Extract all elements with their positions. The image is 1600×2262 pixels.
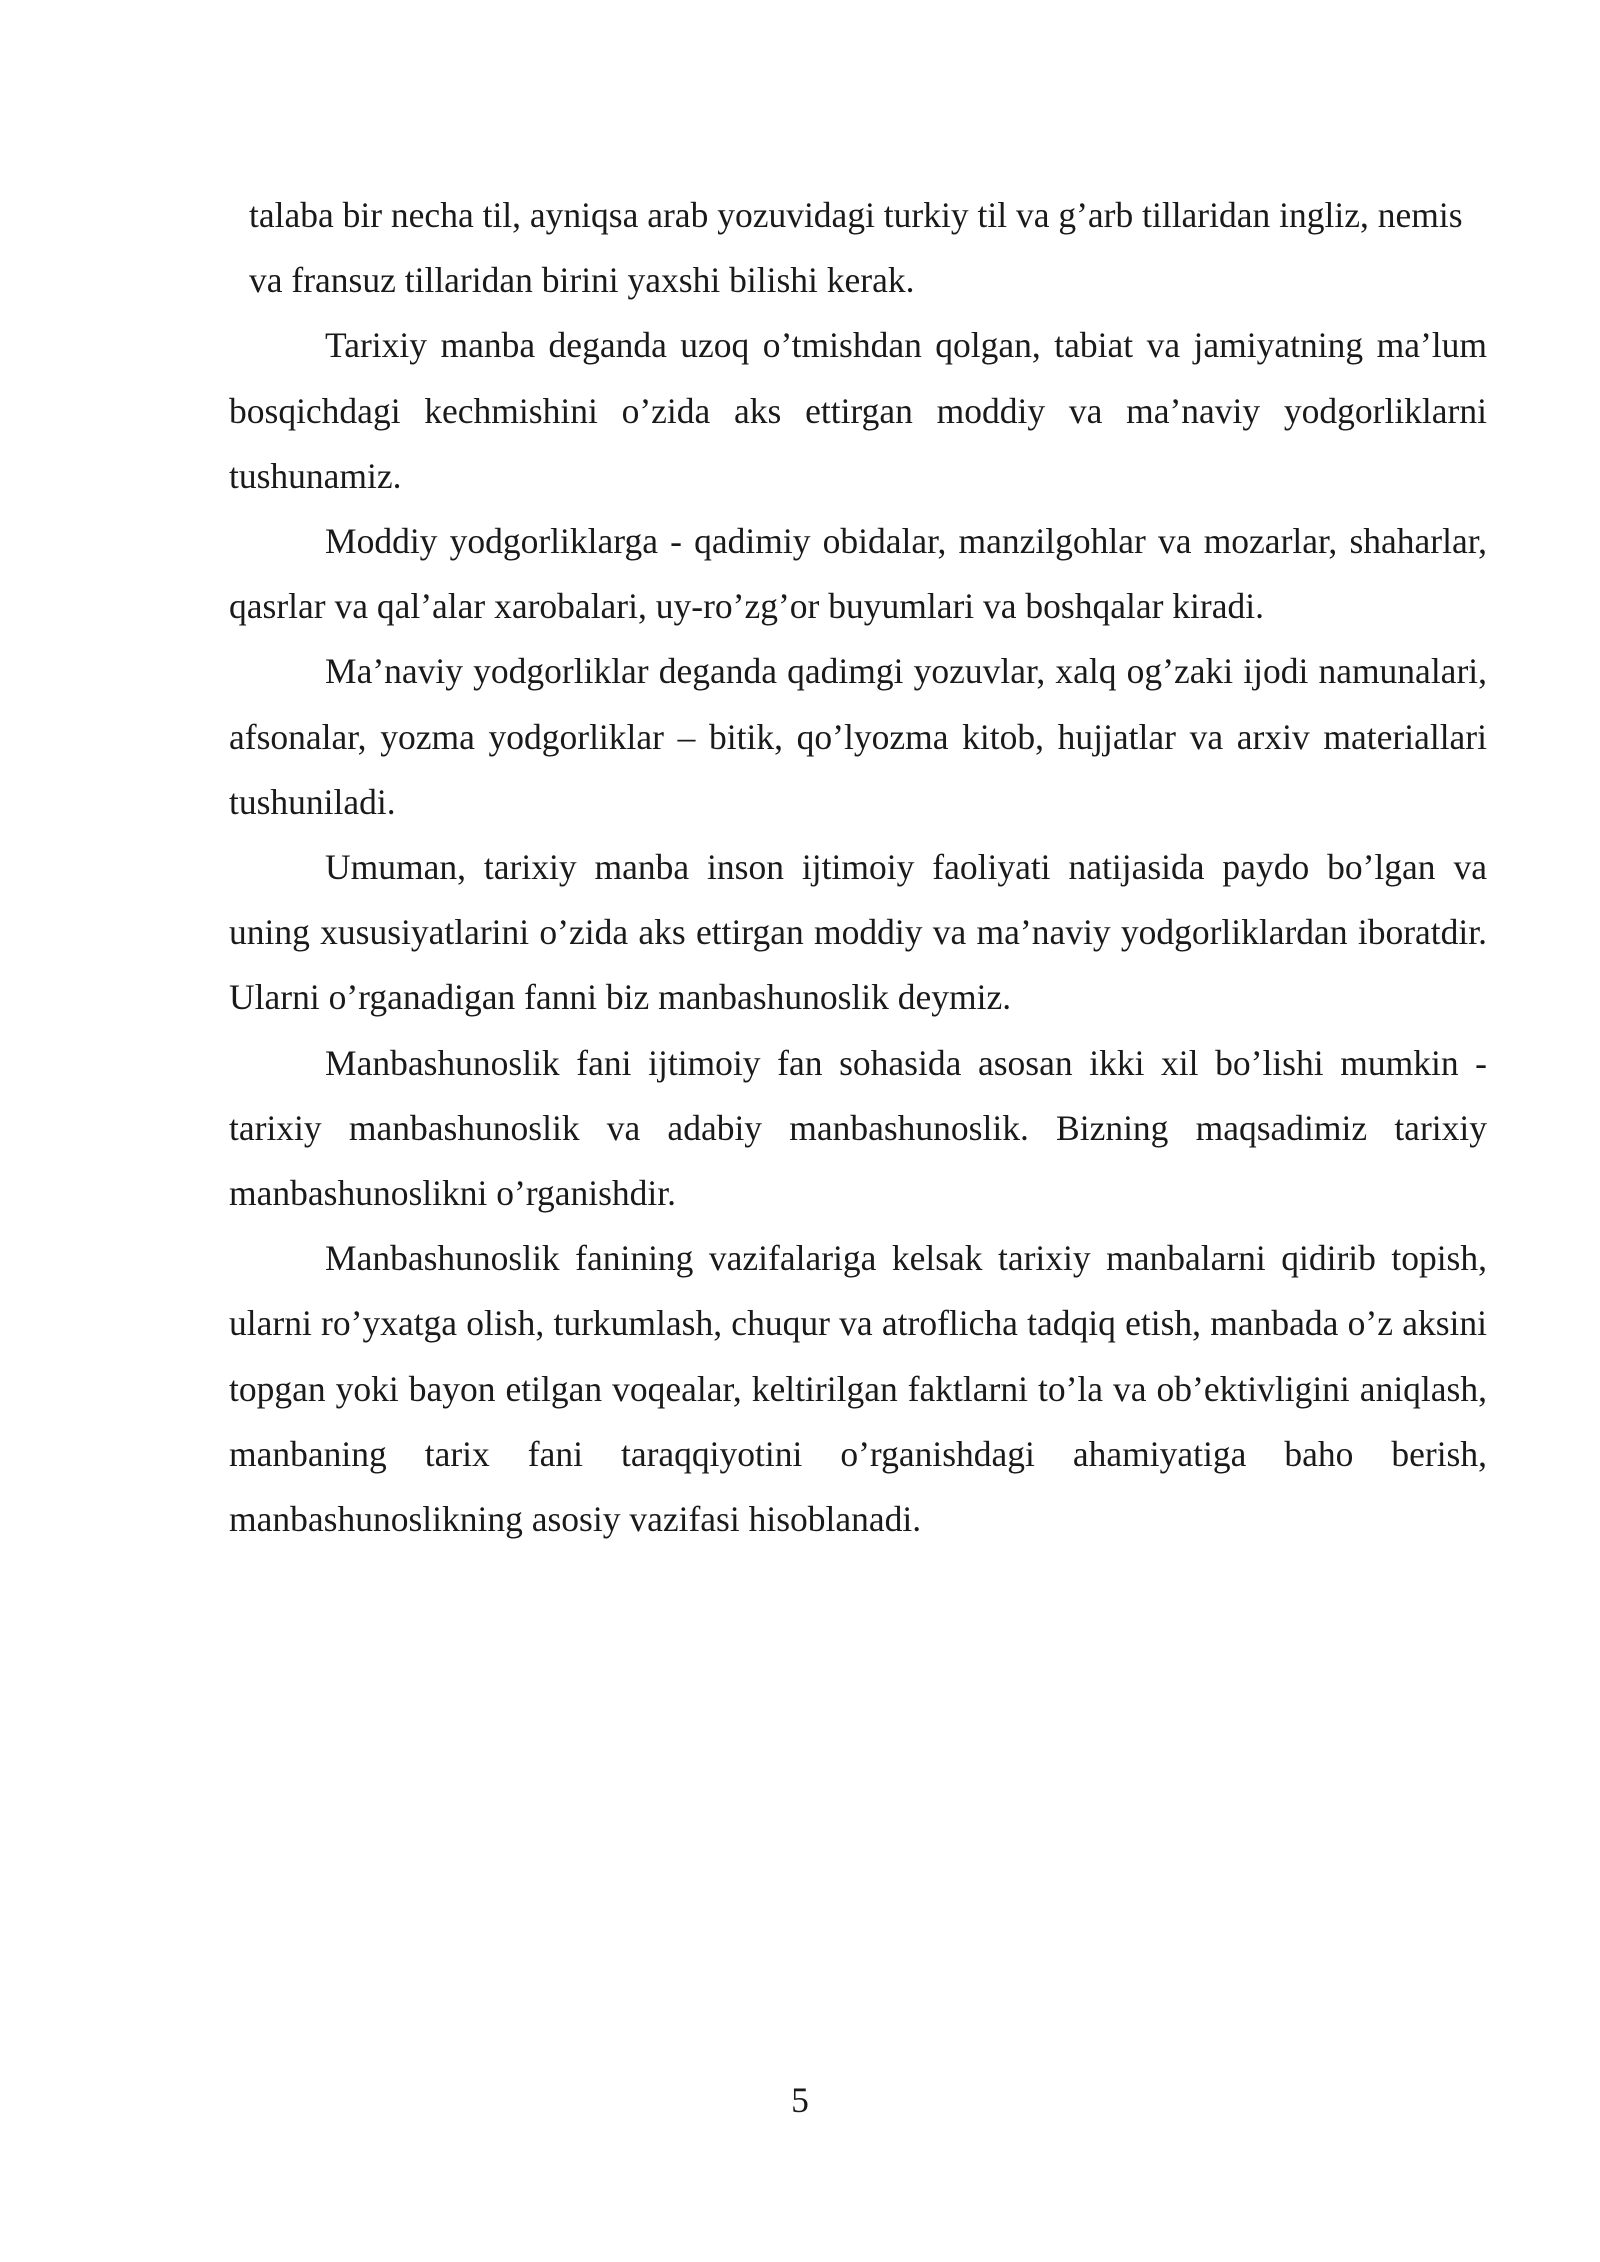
paragraph-material-monuments: Moddiy yodgorliklarga - qadimiy obidalar, manzilgohlar va mozarlar, shaharlar, qasrlar va qal’alar xarobalari, uy-ro’zg’or buyumlari va boshqalar kiradi. [229,521,1487,627]
paragraph-historical-source-definition: Tarixiy manba deganda uzoq o’tmishdan qolgan, tabiat va jamiyatning ma’lum bosqichdagi kechmishini o’zida aks ettirgan moddiy va ma’naviy yodgorliklarni tushunamiz. [229,325,1487,496]
page-body [229,183,1487,1552]
paragraph-continuation: talaba bir necha til, ayniqsa arab yozuvidagi turkiy til va g’arb tillaridan ingliz, nemis va fransuz tillaridan birini yaxshi bilishi kerak. [249,195,1463,301]
page-number: 5 [791,2080,809,2120]
paragraph-summary: Umuman, tarixiy manba inson ijtimoiy faoliyati natijasida paydo bo’lgan va uning xususiyatlarini o’zida aks ettirgan moddiy va ma’naviy yodgorliklardan iboratdir. Ularni o’rganadigan fanni biz manbashunoslik deymiz. [229,847,1487,1018]
paragraph-source-studies-tasks: Manbashunoslik fanining vazifalariga kelsak tarixiy manbalarni qidirib topish, ularni ro’yxatga olish, turkumlash, chuqur va atroflicha tadqiq etish, manbada o’z aksini topgan yoki bayon etilgan voqealar, keltirilgan faktlarni to’la va ob’ektivligini aniqlash, manbaning tarix fani taraqqiyotini o’rganishdagi ahamiyatiga baho berish, manbashunoslikning asosiy vazifasi hisoblanadi. [229,1238,1487,1540]
paragraph-source-studies-types: Manbashunoslik fani ijtimoiy fan sohasida asosan ikki xil bo’lishi mumkin - tarixiy manbashunoslik va adabiy manbashunoslik. Bizning maqsadimiz tarixiy manbashunoslikni o’rganishdir. [229,1042,1487,1214]
paragraph-spiritual-monuments: Ma’naviy yodgorliklar deganda qadimgi yozuvlar, xalq og’zaki ijodi namunalari, afsonalar, yozma yodgorliklar – bitik, qo’lyozma kitob, hujjatlar va arxiv materiallari tushuniladi. [229,651,1487,822]
